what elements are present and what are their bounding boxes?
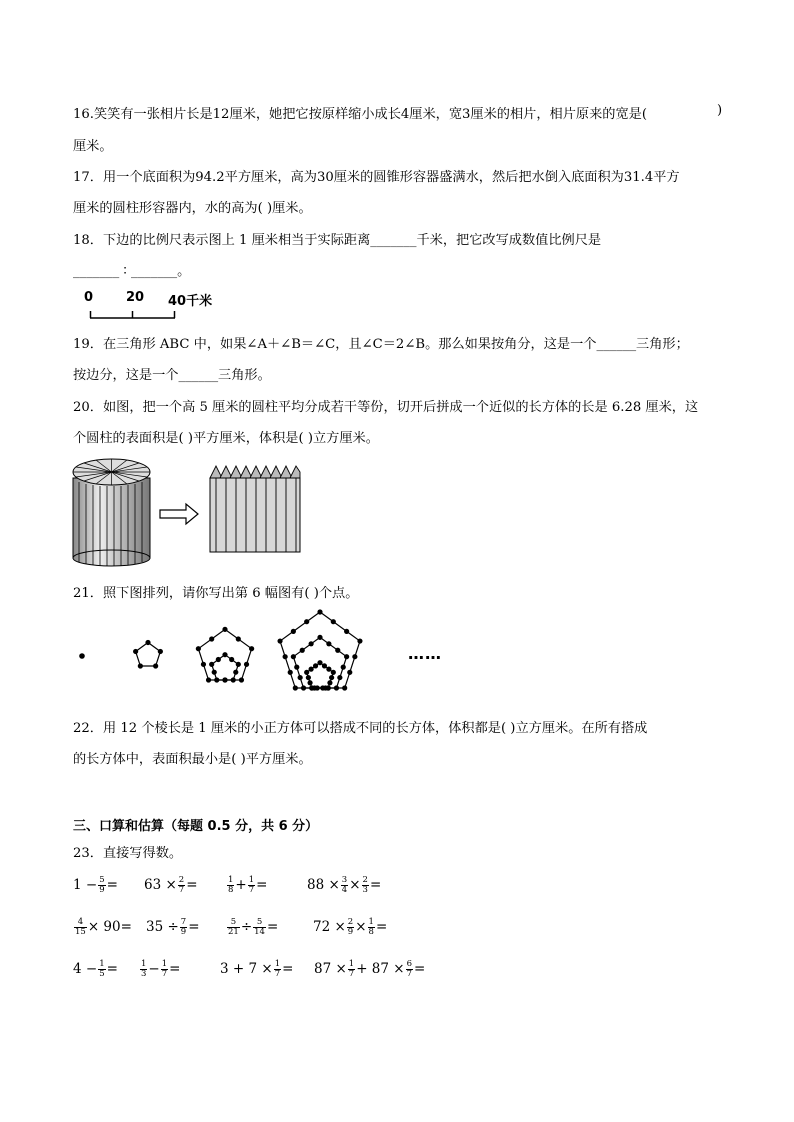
question-22-line-2: 的长方体中，表面积最小是( )平方厘米。	[73, 752, 312, 767]
figure-4-outer-pentagon-dot	[344, 629, 349, 634]
figure-4-middle-pentagon-dot	[341, 665, 346, 670]
figure-4-middle-pentagon-dot	[294, 665, 299, 670]
figure-4-inner-pentagon-dot	[331, 670, 336, 675]
figure-3-outer-pentagon-dot	[236, 636, 241, 641]
scale-label-20: 20	[126, 290, 145, 305]
calc-r3c4: 87 × $\frac{1}{7}$ + 87 × $\frac{6}{7}$ =	[314, 959, 426, 979]
calc-r1c3: $\frac{1}{8}$ + $\frac{1}{7}$ =	[228, 875, 268, 895]
figure-4-middle-pentagon-dot	[309, 641, 314, 646]
figure-3-inner-pentagon-dot	[212, 670, 217, 675]
figure-1-dot	[79, 653, 85, 659]
question-20-line-1: 20．如图，把一个高 5 厘米的圆柱平均分成若干等份，切开后拼成一个近似的长方体的长是 6.28 厘米，这	[73, 400, 699, 415]
figure-3-inner-pentagon-dot	[236, 662, 241, 667]
calc-r1c1: 1 − $\frac{5}{9}$ =	[73, 875, 118, 895]
figure-2-pentagon-dot	[145, 640, 150, 645]
figure-4-outer-pentagon-dot	[326, 685, 331, 690]
figure-4-outer-pentagon-dot	[291, 629, 296, 634]
pattern-ellipsis: ……	[408, 644, 442, 663]
figure-3-outer-pentagon-dot	[249, 646, 254, 651]
figure-4-outer-pentagon-dot	[288, 670, 293, 675]
figure-4-inner-pentagon-dot	[326, 667, 331, 672]
figure-4-outer-pentagon-dot	[342, 685, 347, 690]
question-19-line-1: 19．在三角形 ABC 中，如果∠A＋∠B＝∠C，且∠C＝2∠B。那么如果按角分，这是一个______三角形；	[73, 337, 689, 352]
section-3-title: 三、口算和估算（每题 0.5 分，共 6 分）	[73, 819, 319, 834]
figure-4-middle-pentagon-dot	[337, 675, 342, 680]
figure-4-inner-pentagon-dot	[306, 675, 311, 680]
question-19-line-2: 按边分，这是一个______三角形。	[73, 368, 271, 383]
calc-r1c4: 88 × $\frac{3}{4}$ × $\frac{2}{3}$ =	[307, 875, 382, 895]
figure-4-middle-pentagon-dot	[300, 648, 305, 653]
question-17-line-1: 17．用一个底面积为94.2平方厘米，高为30厘米的圆锥形容器盛满水，然后把水倒入底面积为31.4平方	[73, 170, 680, 185]
question-21-line-1: 21．照下图排列，请你写出第 6 幅图有( )个点。	[73, 586, 359, 601]
figure-3-inner-pentagon-dot	[229, 657, 234, 662]
calc-r2c2: 35 ÷ $\frac{7}{9}$ =	[146, 917, 200, 937]
figure-4-inner-pentagon-dot	[327, 680, 332, 685]
figure-3-inner-pentagon-dot	[216, 657, 221, 662]
figure-3-outer-pentagon-dot	[196, 646, 201, 651]
figure-3-outer-pentagon-dot	[209, 636, 214, 641]
figure-4-middle-pentagon-dot	[298, 675, 303, 680]
figure-2-pentagon-dot	[138, 663, 143, 668]
calc-r3c2: $\frac{1}{3}$ − $\frac{1}{7}$ =	[141, 959, 181, 979]
figure-3-outer-pentagon-dot	[201, 662, 206, 667]
question-16-line-2: 厘米。	[73, 139, 113, 154]
figure-4-inner-pentagon-dot	[304, 670, 309, 675]
figure-4-outer-pentagon-dot	[352, 654, 357, 659]
question-18-line-1: 18．下边的比例尺表示图上 1 厘米相当于实际距离_______千米，把它改写成数值比例尺是	[73, 233, 602, 248]
figure-4-middle-pentagon-dot	[326, 641, 331, 646]
figure-4-middle-pentagon-dot	[335, 648, 340, 653]
calc-r1c2: 63 × $\frac{2}{7}$ =	[144, 875, 198, 895]
figure-3-inner-pentagon-dot	[233, 670, 238, 675]
figure-3-outer-pentagon-dot	[222, 677, 227, 682]
figure-2-pentagon-outline	[136, 642, 161, 666]
figure-4-middle-pentagon-dot	[317, 635, 322, 640]
figure-3-outer-pentagon-dot	[206, 677, 211, 682]
figure-4-outer-pentagon-dot	[317, 609, 322, 614]
figure-3-outer-pentagon-dot	[222, 627, 227, 632]
figure-4-outer-pentagon-dot	[347, 670, 352, 675]
figure-4-inner-pentagon-dot	[313, 663, 318, 668]
figure-4-inner-pentagon-dot	[307, 680, 312, 685]
figure-3-inner-pentagon-dot	[209, 662, 214, 667]
calc-r2c3: $\frac{5}{21}$ ÷ $\frac{5}{14}$ =	[228, 917, 279, 937]
scale-label-40km: 40千米	[168, 294, 213, 309]
question-20-line-2: 个圆柱的表面积是( )平方厘米，体积是( )立方厘米。	[73, 431, 379, 446]
figure-2-pentagon-dot	[133, 649, 138, 654]
figure-4-outer-pentagon-dot	[293, 685, 298, 690]
figure-2-pentagon-dot	[158, 649, 163, 654]
calc-r2c1: $\frac{4}{15}$ × 90=	[75, 917, 132, 937]
figure-3-inner-pentagon-dot	[222, 652, 227, 657]
figure-4-outer-pentagon-dot	[357, 638, 362, 643]
figure-4-middle-pentagon-dot	[291, 654, 296, 659]
figure-4-inner-pentagon-dot	[317, 660, 322, 665]
figure-4-outer-pentagon-dot	[331, 619, 336, 624]
question-18-line-2: _______ ∶ _______。	[73, 264, 191, 279]
figure-4-middle-pentagon-dot	[344, 654, 349, 659]
question-16-line-1: 16.笑笑有一张相片长是12厘米，她把它按原样缩小成长4厘米，宽3厘米的相片，相片原来的宽是(	[73, 107, 647, 122]
question-17-line-2: 厘米的圆柱形容器内，水的高为( )厘米。	[73, 201, 312, 216]
figure-4-outer-pentagon-dot	[277, 638, 282, 643]
figure-4-outer-pentagon-dot	[309, 685, 314, 690]
question-22-line-1: 22．用 12 个棱长是 1 厘米的小正方体可以搭成不同的长方体，体积都是( )立方厘米。在所有搭成	[73, 721, 648, 736]
calc-r3c1: 4 − $\frac{1}{5}$ =	[73, 959, 118, 979]
figure-4-inner-pentagon-dot	[309, 667, 314, 672]
figure-3-inner-pentagon-outline	[212, 655, 239, 680]
question-16-close-paren: )	[717, 103, 723, 118]
figure-4-outer-pentagon-outline	[280, 612, 360, 688]
figure-3-outer-pentagon-dot	[244, 662, 249, 667]
figure-4-inner-pentagon-dot	[329, 675, 334, 680]
dot-pattern-figure	[0, 0, 1, 1]
figure-4-outer-pentagon-dot	[283, 654, 288, 659]
figure-2-pentagon-dot	[153, 663, 158, 668]
question-23-prompt: 23．直接写得数。	[73, 846, 183, 861]
figure-4-outer-pentagon-dot	[304, 619, 309, 624]
scale-label-0: 0	[84, 290, 94, 305]
calc-r2c4: 72 × $\frac{2}{9}$ × $\frac{1}{8}$ =	[313, 917, 388, 937]
calc-r3c3: 3 + 7 × $\frac{1}{7}$ =	[220, 959, 294, 979]
figure-3-outer-pentagon-dot	[239, 677, 244, 682]
figure-4-inner-pentagon-dot	[322, 663, 327, 668]
